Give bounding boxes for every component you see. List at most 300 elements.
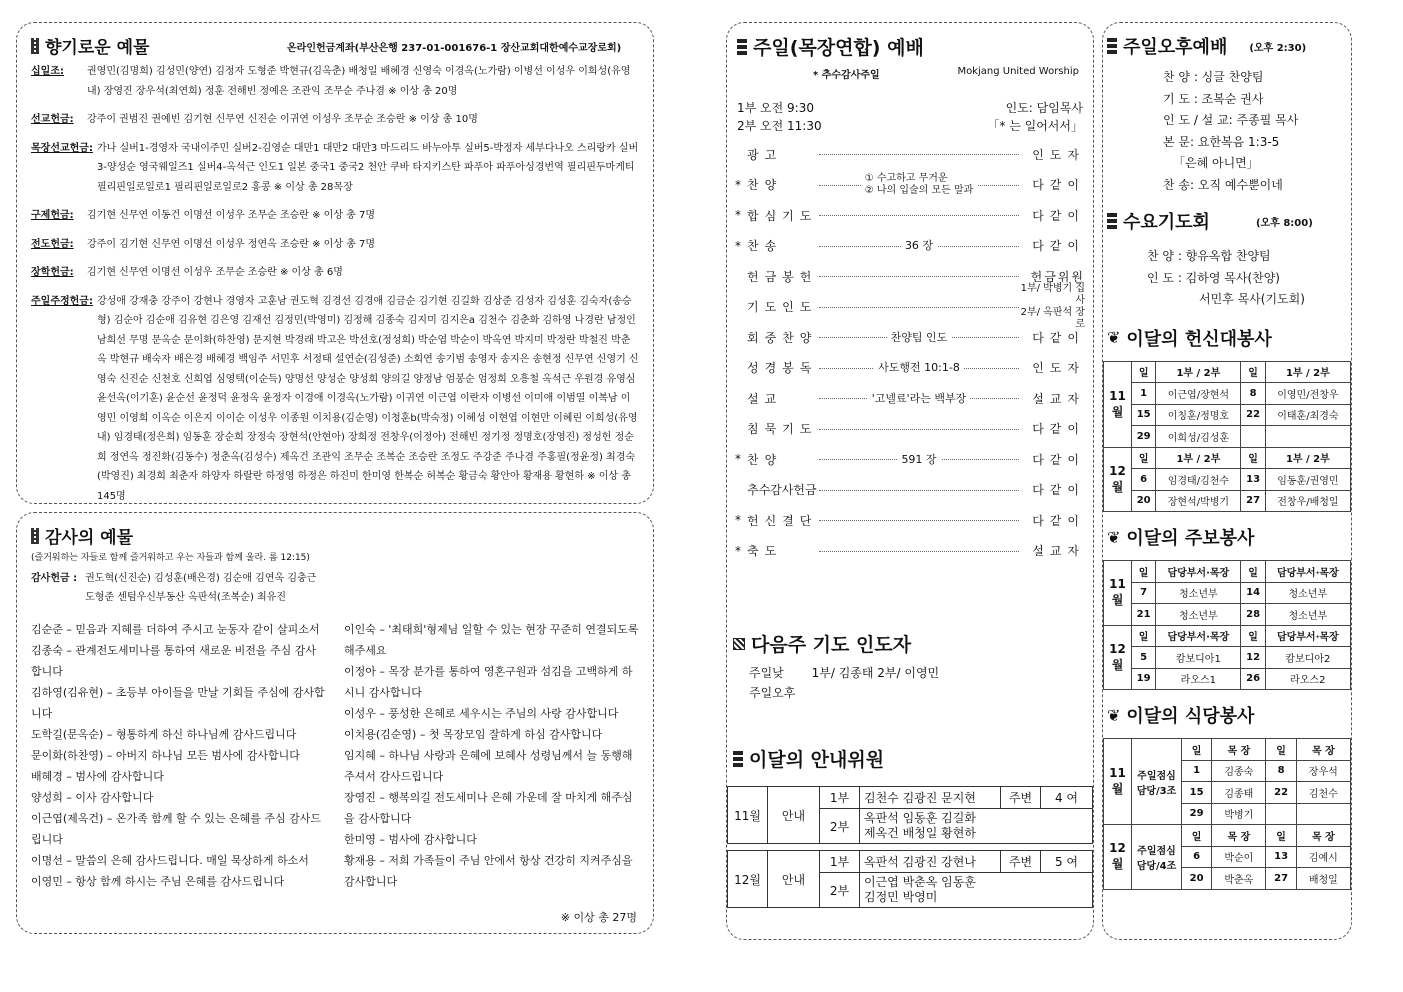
- worship-order-row: [735, 139, 1085, 170]
- offering-names: 김기현 신무연 이동건 이명선 이성우 조무순 조승란 ※ 이상 총 7명: [87, 210, 376, 221]
- service-cell: 박순이: [1212, 846, 1266, 868]
- thanks-note-text: 목장 분가를 통하여 영혼구원과 섬김을 고백하게 하시니 감사합니다: [344, 665, 633, 699]
- offering-names: 권영민(김명희) 김성민(양연) 김정자 도형준 박현규(김옥춘) 배청일 배혜경 신영숙 이경옥(노가람) 이병선 이성우 이희성(유영내) 장영진 장우석(최연희) 정훈 전해빈 정예은 조관익 조무순 주나겸 ※ 이상 총 20명: [87, 66, 631, 97]
- thanks-note-text: 저희 가족들이 주님 안에서 항상 건강히 지켜주심을 감사합니다: [344, 854, 633, 888]
- duty-cell: 주일점심 담당/4조: [1132, 825, 1182, 890]
- worship-title: 주일(목장연합) 예배: [737, 33, 1087, 60]
- header-cell: 목 장: [1212, 739, 1266, 761]
- thanks-note-name: 문이화(하찬영): [31, 749, 104, 762]
- leaf-icon: ❦: [1107, 527, 1121, 547]
- offering-list: [31, 62, 639, 506]
- order-leader: 다같이: [1032, 513, 1085, 528]
- thanks-note: 이영민 – 항상 함께 하시는 주님 은혜를 감사드립니다: [31, 875, 285, 888]
- guide-month: 11월: [728, 787, 768, 844]
- service-cell: 임경태/김천수: [1156, 469, 1241, 491]
- service-cell: 13: [1266, 846, 1296, 868]
- service-cell: 27: [1266, 868, 1296, 890]
- order-star: *: [735, 208, 741, 223]
- order-leader: 다같이: [1032, 452, 1085, 467]
- thanks-note: 이근엽(제옥건) – 온가족 함께 할 수 있는 은혜를 주심 감사드립니다: [31, 812, 321, 846]
- order-detail: '고넬료'라는 백부장: [868, 392, 971, 405]
- order-label: 찬양: [747, 178, 783, 193]
- thanks-note-name: 이근엽(제옥건): [31, 812, 104, 825]
- order-leader: 인도자: [1032, 147, 1085, 162]
- service-cell: [1241, 426, 1265, 448]
- service-cell: 15: [1132, 404, 1156, 426]
- month-cell: 11월: [1104, 561, 1132, 626]
- header-cell: 1부 / 2부: [1156, 361, 1241, 383]
- offering-label: 선교헌금:: [31, 114, 74, 125]
- thanks-note: 문이화(하찬영) – 아버지 하나님 모든 범사에 감사합니다: [31, 749, 300, 762]
- order-detail: 36 장: [901, 239, 937, 252]
- thanks-note: 황재용 – 저희 가족들이 주님 안에서 항상 건강히 지켜주심을 감사합니다: [344, 854, 633, 888]
- service-cell: 배청일: [1296, 868, 1350, 890]
- order-dots: [819, 173, 1019, 197]
- order-detail: ① 수고하고 무거운 ② 나의 입술의 모든 말과: [861, 173, 978, 197]
- thanks-note-name: 김종숙: [31, 644, 63, 657]
- order-leader: 인도자: [1032, 361, 1085, 376]
- header-cell: 1부 / 2부: [1265, 361, 1350, 383]
- header-cell: 목 장: [1212, 825, 1266, 847]
- service-cell: 김종숙: [1212, 760, 1266, 782]
- order-label: 찬양: [747, 452, 783, 467]
- thanks-panel: [16, 512, 654, 934]
- thanks-note: 임지혜 – 하나님 사랑과 은혜에 보혜사 성령님께서 늘 동행해주셔서 감사드립니다: [344, 749, 633, 783]
- thanks-total: ※ 이상 총 27명: [560, 911, 637, 924]
- header-cell: 목 장: [1296, 825, 1350, 847]
- thanks-note-name: 이명선: [31, 854, 63, 867]
- afternoon-line: 찬 양 : 싱글 찬양팀: [1163, 70, 1264, 84]
- service-cell: 캄보디아2: [1265, 647, 1350, 669]
- order-detail: 591 장: [897, 453, 940, 466]
- service-cell: 라오스1: [1156, 668, 1241, 690]
- guide-part: 2부: [820, 809, 860, 844]
- offering-names: 김기현 신무연 이명선 이성우 조무순 조승란 ※ 이상 총 6명: [87, 267, 343, 278]
- service-cell: 13: [1241, 469, 1265, 491]
- thanks-verse: (즐거워하는 자들로 함께 즐거워하고 우는 자들과 함께 울라. 롬 12:15): [31, 553, 310, 563]
- thanks-note-name: 이영민: [31, 875, 63, 888]
- order-label: 헌금봉헌: [747, 269, 818, 284]
- order-leader: 헌금위원: [1030, 269, 1085, 284]
- worship-order-row: [735, 475, 1085, 506]
- service-cell: 박춘옥: [1212, 868, 1266, 890]
- thanks-note-text: 관계전도세미나를 통하여 새로운 비전을 주심 감사합니다: [31, 644, 317, 678]
- offering-panel: [16, 22, 654, 504]
- order-star: *: [735, 513, 741, 528]
- order-label: 축도: [747, 544, 783, 559]
- worship-leader: 인도: 담임목사: [1005, 101, 1083, 115]
- thanks-note-text: 행복의길 전도세미나 은혜 가운데 잘 마치게 해주심을 감사합니다: [344, 791, 633, 825]
- service-cell: 19: [1132, 668, 1156, 690]
- worship-order-row: [735, 231, 1085, 262]
- next-afternoon-label: 주일오후: [749, 686, 796, 700]
- header-cell: 일: [1266, 825, 1296, 847]
- guide-part: 2부: [820, 873, 860, 908]
- month-cell: 11월: [1104, 739, 1132, 825]
- section-square-icon: [1107, 213, 1117, 229]
- service-cell: 김천수: [1296, 782, 1350, 804]
- offering-row: [31, 235, 639, 255]
- wednesday-line: 찬 양 : 향유옥합 찬양팀: [1147, 249, 1271, 263]
- header-cell: 일: [1132, 447, 1156, 469]
- worship-order-row: [735, 200, 1085, 231]
- offering-names: 강주이 권범진 권예빈 김기현 신무연 신진순 이귀연 이성우 조무순 조승란 ※ 이상 총 10명: [87, 114, 478, 125]
- thanks-notes: [31, 619, 639, 892]
- next-sunday-value: 1부/ 김종태 2부/ 이영민: [811, 666, 940, 680]
- guide-part: 1부: [820, 851, 860, 873]
- service-table: [1103, 361, 1351, 513]
- service-cell: [1265, 426, 1350, 448]
- afternoon-line: 인 도 / 설 교: 주종필 목사: [1163, 113, 1299, 127]
- order-leader: 다같이: [1032, 422, 1085, 437]
- offering-label: 장학헌금:: [31, 267, 74, 278]
- offering-row: [31, 263, 639, 283]
- service-cell: 청소년부: [1156, 604, 1241, 626]
- thanks-notes-left: [31, 619, 326, 892]
- order-star: *: [735, 543, 741, 558]
- header-cell: 일: [1241, 361, 1265, 383]
- thanks-note-name: 장영진: [344, 791, 376, 804]
- thanks-note-text: 형통하게 하신 하나님께 감사드립니다: [115, 728, 297, 741]
- thanks-note-name: 한미영: [344, 833, 376, 846]
- service-cell: 이칭훈/정명호: [1156, 404, 1241, 426]
- section-square-icon: [737, 39, 747, 55]
- worship-order-row: [735, 536, 1085, 567]
- service-cell: 28: [1241, 604, 1265, 626]
- wednesday-title: 수요기도회 (오후 8:00): [1107, 208, 1347, 234]
- service-cell: 전창우/배청일: [1265, 490, 1350, 512]
- service-cell: 22: [1241, 404, 1265, 426]
- afternoon-line: 찬 송: 오직 예수뿐이네: [1163, 177, 1283, 192]
- offering-title: 향기로운 예물: [31, 33, 639, 58]
- thanks-note: 이치용(김순영) – 첫 목장모임 잘하게 하심 감사합니다: [344, 728, 603, 741]
- order-label: 성경봉독: [747, 361, 818, 376]
- service-cell: 1: [1182, 760, 1212, 782]
- header-cell: 일: [1182, 825, 1212, 847]
- service-cell: 청소년부: [1265, 582, 1350, 604]
- guide-area: 주변: [1001, 787, 1041, 809]
- service-cell: 20: [1132, 490, 1156, 512]
- afternoon-line: 기 도 : 조복순 권사: [1163, 91, 1264, 106]
- service-cell: 장우석: [1296, 760, 1350, 782]
- guide-part: 1부: [820, 787, 860, 809]
- header-cell: 일: [1241, 625, 1265, 647]
- service-cell: 29: [1132, 426, 1156, 448]
- service-time-2: 2부 오전 11:30: [737, 119, 822, 133]
- worship-order-row: [735, 505, 1085, 536]
- header-cell: 일: [1182, 739, 1212, 761]
- header-cell: 1부 / 2부: [1265, 447, 1350, 469]
- order-leader: 설교자: [1032, 544, 1085, 559]
- offering-label: 구제헌금:: [31, 210, 74, 221]
- thanks-note: 배혜경 – 범사에 감사합니다: [31, 770, 164, 783]
- worship-order-row: [735, 414, 1085, 445]
- service-time-1: 1부 오전 9:30: [737, 101, 814, 115]
- thanks-note-text: 온가족 함께 할 수 있는 은혜를 주심 감사드립니다: [31, 812, 321, 846]
- guide-table: [727, 850, 1093, 908]
- service-cell: 이태훈/최경숙: [1265, 404, 1350, 426]
- service-cell: 14: [1241, 582, 1265, 604]
- service-cell: 이근엽/장현석: [1156, 383, 1241, 405]
- service-cell: 29: [1182, 803, 1212, 825]
- service-cell: 청소년부: [1156, 582, 1241, 604]
- bulletin-title: ❦ 이달의 주보봉사: [1107, 527, 1255, 549]
- header-cell: 1부 / 2부: [1156, 447, 1241, 469]
- thanks-note: 장영진 – 행복의길 전도세미나 은혜 가운데 잘 마치게 해주심을 감사합니다: [344, 791, 633, 825]
- thanks-note-text: 범사에 감사합니다: [388, 833, 477, 846]
- service-cell: 임동훈/권영민: [1265, 469, 1350, 491]
- guide-names: 옥판석 김광진 강현나: [860, 851, 1001, 873]
- thanks-note: 김하영(김유현) – 초등부 아이들을 만날 기회들 주심에 감사합니다: [31, 686, 325, 720]
- next-sunday-label: 주일낮: [749, 666, 784, 680]
- order-dots: [819, 392, 1019, 405]
- month-cell: 12월: [1104, 625, 1132, 690]
- leaf-icon: ❦: [1107, 328, 1121, 347]
- order-label: 침묵기도: [747, 422, 818, 437]
- thanks-note: 이정아 – 목장 분가를 통하여 영혼구원과 섬김을 고백하게 하시니 감사합니다: [344, 665, 633, 699]
- header-cell: 담당부서·목장: [1265, 561, 1350, 583]
- header-cell: 일: [1132, 361, 1156, 383]
- guide-tables: [727, 786, 1087, 908]
- kitchen-title: ❦ 이달의 식당봉사: [1107, 705, 1255, 727]
- thanks-note-name: 이치용(김순영): [344, 728, 417, 741]
- service-cell: 김예시: [1296, 846, 1350, 868]
- thanks-note-text: 범사에 감사합니다: [75, 770, 164, 783]
- order-label: 회중찬양: [747, 330, 818, 345]
- guide-area: 주변: [1001, 851, 1041, 873]
- header-cell: 담당부서·목장: [1156, 561, 1241, 583]
- thanks-title: 감사의 예물: [31, 523, 639, 548]
- guide-role: 안내: [768, 787, 820, 844]
- service-cell: 이영민/전창우: [1265, 383, 1350, 405]
- order-leader: 다같이: [1032, 178, 1085, 193]
- service-cell: 27: [1241, 490, 1265, 512]
- thanks-note: 도학길(문옥순) – 형통하게 하신 하나님께 감사드립니다: [31, 728, 297, 741]
- thanks-note-text: 항상 함께 하시는 주님 은혜를 감사드립니다: [75, 875, 285, 888]
- header-cell: 일: [1266, 739, 1296, 761]
- thanks-note-name: 이정아: [344, 665, 376, 678]
- order-leader: 설교자: [1032, 391, 1085, 406]
- service-cell: [1266, 803, 1296, 825]
- worship-order: [735, 139, 1085, 566]
- worship-stand-note: 「* 는 일어서서」: [987, 119, 1083, 133]
- service-cell: 8: [1241, 383, 1265, 405]
- guide-month: 12월: [728, 851, 768, 908]
- service-cell: 21: [1132, 604, 1156, 626]
- service-cell: 8: [1266, 760, 1296, 782]
- thanks-note: 이명선 – 말씀의 은혜 감사드립니다. 매일 묵상하게 하소서: [31, 854, 309, 867]
- thanks-note: 김종숙 – 관계전도세미나를 통하여 새로운 비전을 주심 감사합니다: [31, 644, 317, 678]
- service-cell: 20: [1182, 868, 1212, 890]
- order-leader: 1부/ 박병기 집사 2부/ 옥판석 장로: [1020, 282, 1085, 330]
- service-cell: [1296, 803, 1350, 825]
- service-cell: 22: [1266, 782, 1296, 804]
- header-cell: 일: [1241, 447, 1265, 469]
- service-cell: 15: [1182, 782, 1212, 804]
- header-cell: 일: [1132, 625, 1156, 647]
- service-table: [1103, 738, 1351, 890]
- checker-icon: [733, 638, 745, 650]
- thanks-note-text: '최태희'형제님 일할 수 있는 현장 꾸준히 연결되도록 해주세요: [344, 623, 639, 657]
- order-star: *: [735, 177, 741, 192]
- afternoon-line: 본 문: 요한복음 1:3-5: [1163, 134, 1280, 149]
- thanks-note-text: 말씀의 은혜 감사드립니다. 매일 묵상하게 하소서: [75, 854, 309, 867]
- section-bar-icon: [31, 38, 39, 54]
- header-cell: 담당부서·목장: [1265, 625, 1350, 647]
- month-cell: 12월: [1104, 825, 1132, 890]
- service-cell: 장현석/박병기: [1156, 490, 1241, 512]
- thanks-note-text: 첫 목장모임 잘하게 하심 감사합니다: [428, 728, 603, 741]
- guide-table: [727, 786, 1093, 844]
- header-cell: 담당부서·목장: [1156, 625, 1241, 647]
- header-cell: 일: [1241, 561, 1265, 583]
- thanks-note-text: 풍성한 은혜로 세우시는 주님의 사랑 감사합니다: [388, 707, 619, 720]
- worship-order-row: [735, 444, 1085, 475]
- worship-order-row: [735, 282, 1085, 330]
- service-cell: 캄보디아1: [1156, 647, 1241, 669]
- offering-names: 강주이 김기현 신무연 이명선 이성우 정연옥 조승란 ※ 이상 총 7명: [87, 238, 376, 250]
- thanks-offering-row: [31, 569, 639, 607]
- thanks-note-text: 이사 감사합니다: [75, 791, 154, 804]
- order-dots: [819, 239, 1019, 252]
- order-dots: [819, 331, 1019, 344]
- guide-role: 안내: [768, 851, 820, 908]
- dedication-title: ❦ 이달의 헌신대봉사: [1107, 328, 1272, 350]
- order-label: 찬송: [747, 239, 783, 254]
- thanks-note-name: 양성희: [31, 791, 63, 804]
- offering-label: 목장선교헌금:: [31, 142, 93, 154]
- thanks-note-text: 아버지 하나님 모든 범사에 감사합니다: [115, 749, 300, 762]
- offering-row: [31, 110, 639, 130]
- month-cell: 12월: [1104, 447, 1132, 512]
- service-cell: 6: [1132, 469, 1156, 491]
- worship-order-row: [735, 170, 1085, 201]
- offering-label: 십일조:: [31, 66, 64, 77]
- thanks-note: 한미영 – 범사에 감사합니다: [344, 833, 477, 846]
- service-cell: 26: [1241, 668, 1265, 690]
- order-label: 합심기도: [747, 208, 818, 223]
- section-square-icon: [733, 751, 743, 767]
- offering-names: 가나 실버1-경영자 국내이주민 실버2-김영순 대만1 대만2 대만3 마드리드 바누아투 실버5-박정자 세부다나오 스리랑카 실버3-양성순 영국웨일즈1 실버4-옥석근 인도1 일본 중국1 중국2 천안 쿠바 타지키스탄 파푸아 파푸아싱경번역 필리핀두마게티 필리핀일로일로1 필리핀일로일로2 홍콩 ※ 이상 총 28목장: [96, 142, 639, 193]
- thanks-label: 감사헌금 :: [31, 573, 78, 584]
- section-bar-icon: [31, 528, 39, 544]
- service-table: [1103, 560, 1351, 690]
- service-cell: 라오스2: [1265, 668, 1350, 690]
- service-cell: 6: [1182, 846, 1212, 868]
- worship-subtitle-en: Mokjang United Worship: [957, 66, 1079, 77]
- dedication-table: [1103, 361, 1347, 513]
- thanks-note-name: 배혜경: [31, 770, 63, 783]
- afternoon-line: 「은혜 아니면」: [1173, 156, 1259, 170]
- offering-row: [31, 292, 639, 507]
- afternoon-title: 주일오후예배 (오후 2:30): [1107, 33, 1347, 59]
- thanks-note-name: 이인숙: [344, 623, 376, 636]
- thanks-note: 이성우 – 풍성한 은혜로 세우시는 주님의 사랑 감사합니다: [344, 707, 619, 720]
- worship-order-row: [735, 353, 1085, 384]
- wednesday-line: 인 도 : 김하영 목사(찬양): [1147, 270, 1280, 285]
- order-detail: 찬양팀 인도: [887, 331, 952, 344]
- offering-row: [31, 206, 639, 226]
- worship-subtitle: * 추수감사주일: [813, 70, 880, 81]
- service-cell: 김종태: [1212, 782, 1266, 804]
- worship-panel: [726, 22, 1094, 940]
- order-label: 추수감사헌금: [747, 483, 817, 498]
- order-label: 광고: [747, 147, 783, 162]
- thanks-note-name: 이성우: [344, 707, 376, 720]
- thanks-note-text: 하나님 사랑과 은혜에 보혜사 성령님께서 늘 동행해주셔서 감사드립니다: [344, 749, 633, 783]
- guide-count: 5 여: [1041, 851, 1093, 873]
- online-account: 온라인헌금계좌(부산은행 237-01-001676-1 장산교회대한예수교장로회): [287, 43, 622, 54]
- next-prayer-title: 다음주 기도 인도자: [733, 630, 1087, 657]
- order-label: 기도인도: [747, 300, 818, 315]
- leaf-icon: ❦: [1107, 705, 1121, 725]
- order-star: *: [735, 238, 741, 253]
- thanks-note: 양성희 – 이사 감사합니다: [31, 791, 154, 804]
- thanks-note-name: 도학길(문옥순): [31, 728, 104, 741]
- order-dots: [819, 453, 1019, 466]
- order-leader: 다같이: [1032, 330, 1085, 345]
- order-detail: 사도행전 10:1-8: [874, 361, 964, 374]
- section-square-icon: [1107, 38, 1117, 54]
- guide-title: 이달의 안내위원: [733, 745, 1087, 772]
- order-dots: [819, 361, 1019, 374]
- thanks-note-name: 황재용: [344, 854, 376, 867]
- offering-names: 강성애 강재충 강주이 강현나 경영자 고훈남 권도혁 김경선 김경애 김금순 김기현 김길화 김상준 김성자 김성훈 김숙자(송승형) 김순아 김순애 김유현 김은영 김재선 김정민(박영미) 김정해 김종숙 김지미 김지은a 김천수 김춘화 김하영 나경란 남정인 남희선 무명 문옥순 문이화(하찬영) 문지현 박경래 박고은 박선호(정성희) 박순엽 박순이 박옥연 박지미 박정란 박철진 박춘옥 박현규 배숙자 배은경 배혜경 백임주 서민후 서정태 설연순(김성준) 소희연 송기범 송영자 송지은 송현정 신무연 신영기 신영숙 신진순 신천호 신희엽 심영택(이순득) 양명선 양성순 양성희 양의길 양정남 엄봉순 엄정희 오흥철 옥석근 우원경 유영심 윤선옥(이기훈) 윤순선 윤정덕 윤정옥 윤정자 이경애 이경옥(노가람) 이귀연 이근엽 이란자 이병선 이미애 이범열 이복남 이영민 이영희 이옥순 이은지 이이순 이성우 이종원 이치용(김순영) 이청훈b(박숙정) 이혜성 이현엽 이현만 이혜린 이희성(유영내) 임경태(정은희) 임동훈 장순희 장정숙 장현석(안현아) 장희정 전창우(이정아) 전해빈 정기정 정명호(장영진) 정성헌 정순희 정연옥 정진화(김동수) 정춘옥(김성수) 제옥건 조관익 조무순 조복순 조승란 조정도 주강준 주나겸 주홍필(정윤정) 최경숙(박영진) 최경희 최춘자 하양자 하랄란 하정영 하정은 하진미 한미영 한복순 허복순 황금숙 황안아 황재용 황현하 ※ 이상 총 145명: [96, 295, 639, 502]
- month-cell: 11월: [1104, 361, 1132, 447]
- kitchen-table: [1103, 738, 1347, 890]
- thanks-note: 김순준 – 믿음과 지혜를 더하여 주시고 눈동자 같이 살피소서: [31, 623, 320, 636]
- bulletin-table: [1103, 560, 1347, 690]
- wednesday-info: [1147, 246, 1347, 311]
- guide-names: 옥판석 임동훈 김길화 제옥건 배청일 황현하: [860, 809, 1093, 844]
- order-leader: 다같이: [1032, 483, 1085, 498]
- thanks-note: 이인숙 – '최태희'형제님 일할 수 있는 현장 꾸준히 연결되도록 해주세요: [344, 623, 639, 657]
- order-star: *: [735, 452, 741, 467]
- service-cell: 박병기: [1212, 803, 1266, 825]
- order-leader: 다같이: [1032, 239, 1085, 254]
- wednesday-line: 서민후 목사(기도회): [1199, 292, 1305, 306]
- guide-names: 이근엽 박춘옥 임동훈 김정민 박영미: [860, 873, 1093, 908]
- thanks-note-name: 김순준: [31, 623, 63, 636]
- service-cell: 1: [1132, 383, 1156, 405]
- guide-count: 4 여: [1041, 787, 1093, 809]
- thanks-note-name: 김하영(김유현): [31, 686, 104, 699]
- duty-cell: 주일점심 담당/3조: [1132, 739, 1182, 825]
- header-cell: 일: [1132, 561, 1156, 583]
- order-label: 헌신결단: [747, 513, 818, 528]
- service-cell: 12: [1241, 647, 1265, 669]
- header-cell: 목 장: [1296, 739, 1350, 761]
- offering-label: 전도헌금:: [31, 238, 74, 250]
- service-cell: 5: [1132, 647, 1156, 669]
- service-cell: 7: [1132, 582, 1156, 604]
- service-cell: 이희성/김성훈: [1156, 426, 1241, 448]
- thanks-note-text: 초등부 아이들을 만날 기회들 주심에 감사합니다: [31, 686, 325, 720]
- service-cell: 청소년부: [1265, 604, 1350, 626]
- guide-names: 김천수 김광진 문지현: [860, 787, 1001, 809]
- thanks-notes-right: [344, 619, 639, 892]
- right-panel: [1102, 22, 1352, 940]
- offering-row: [31, 62, 639, 101]
- worship-order-row: [735, 383, 1085, 414]
- thanks-note-name: 임지혜: [344, 749, 376, 762]
- offering-row: [31, 139, 639, 198]
- afternoon-info: [1163, 67, 1347, 196]
- order-leader: 다같이: [1032, 208, 1085, 223]
- order-label: 설교: [747, 391, 783, 406]
- thanks-names: 권도혁(신진순) 김성훈(배은경) 김순애 김연옥 김충근 도형준 센텀우신부동산 옥판석(조복순) 최유진: [85, 573, 317, 603]
- thanks-note-text: 믿음과 지혜를 더하여 주시고 눈동자 같이 살피소서: [75, 623, 320, 636]
